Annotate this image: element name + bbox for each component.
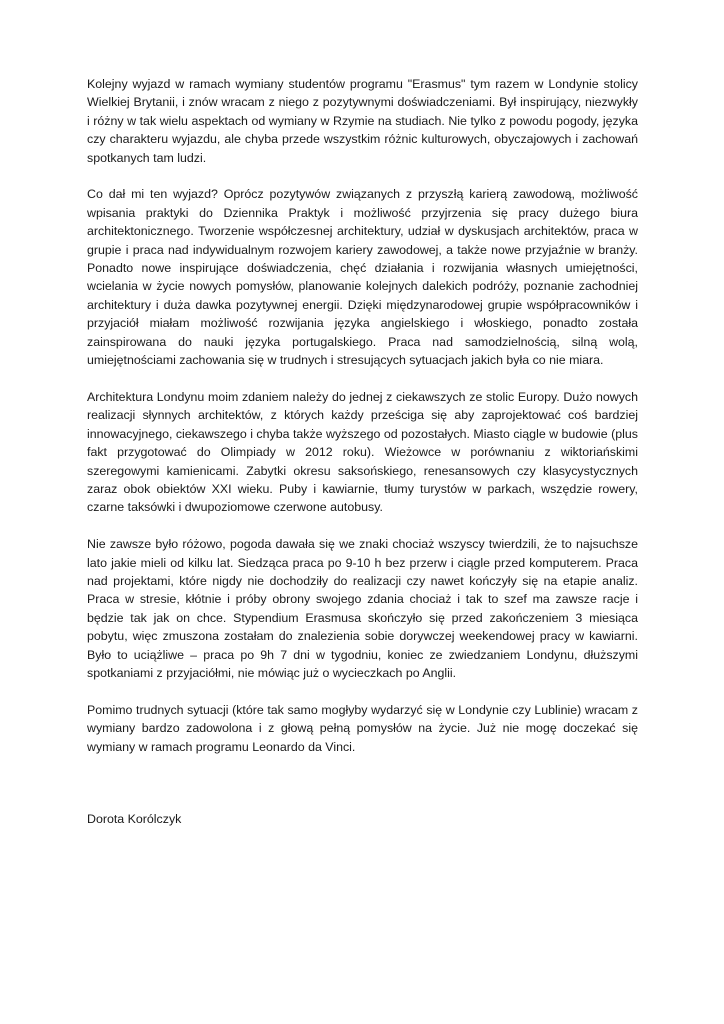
paragraph-benefits: Co dał mi ten wyjazd? Oprócz pozytywów związanych z przyszłą karierą zawodową, możliwość wpisania praktyki do Dziennika Praktyk i możliwość przyjrzenia się pracy dużego biura architektonicznego. Tworzenie współczesnej architektury, udział w dyskusjach architektów, praca w grupie i praca nad indywidualnym rozwojem kariery zawodowej, a także nowe przyjaźnie w branży. Ponadto nowe inspirujące doświadczenia, chęć działania i rozwijania własnych umiejętności, wcielania w życie nowych pomysłów, planowanie kolejnych dalekich podróży, poznanie zachodniej architektury i duża dawka pozytywnej energii. Dzięki międzynarodowej grupie współpracowników i przyjaciół miałam możliwość rozwijania języka angielskiego i włoskiego, ponadto została zainspirowana do nauki języka portugalskiego. Praca nad samodzielnością, silną wolą, umiejętnościami zachowania się w trudnych i stresujących sytuacjach jakich była co nie miara. xyxy=(87,187,638,368)
paragraph-conclusion: Pomimo trudnych sytuacji (które tak samo mogłyby wydarzyć się w Londynie czy Lublinie) wracam z wymiany bardzo zadowolona i z głową pełną pomysłów na życie. Już nie mogę doczekać się wymiany w ramach programu Leonardo da Vinci. xyxy=(87,702,638,754)
document-body xyxy=(87,75,638,847)
paragraph-intro: Kolejny wyjazd w ramach wymiany studentów programu "Erasmus" tym razem w Londynie stolicy Wielkiej Brytanii, i znów wracam z niego z pozytywnymi doświadczeniami. Był inspirujący, niezwykły i różny w tak wielu aspektach od wymiany w Rzymie na studiach. Nie tylko z powodu pogody, języka czy charakteru wyjazdu, ale chyba przede wszystkim różnic kulturowych, obyczajowych i zachowań spotkanych tam ludzi. xyxy=(87,77,638,165)
signature: Dorota Korólczyk xyxy=(87,811,182,826)
paragraph-architecture: Architektura Londynu moim zdaniem należy do jednej z ciekawszych ze stolic Europy. Dużo nowych realizacji słynnych architektów, z których każdy prześciga się aby zaprojektować coś bardziej innowacyjnego, ciekawszego i chyba także wyższego od pozostałych. Miasto ciągle w budowie (plus fakt przygotować do Olimpiady w 2012 roku). Wieżowce w porównaniu z wiktoriańskimi szeregowymi kamienicami. Zabytki okresu saksońskiego, renesansowych czy klasycystycznych zaraz obok obiektów XXI wieku. Puby i kawiarnie, tłumy turystów w parkach, wszędzie rowery, czarne taksówki i dwupoziomowe czerwone autobusy. xyxy=(87,389,638,515)
paragraph-difficulties: Nie zawsze było różowo, pogoda dawała się we znaki chociaż wszyscy twierdzili, że to najsuchsze lato jakie mieli od kilku lat. Siedząca praca po 9-10 h bez przerw i ciągle przed komputerem. Praca nad projektami, które nigdy nie dochodziły do realizacji czy nawet kończyły się na etapie analiz. Praca w stresie, kłótnie i próby obrony swojego zdania chociaż i tak to szef ma zawsze racje i będzie tak jak on chce. Stypendium Erasmusa skończyło się przed zakończeniem 3 miesiąca pobytu, więc zmuszona zostałam do znalezienia sobie dorywczej weekendowej pracy w kawiarni. Było to uciążliwe – praca po 9h 7 dni w tygodniu, koniec ze zwiedzaniem Londynu, dłuższymi spotkaniami z przyjaciółmi, nie mówiąc już o wycieczkach po Anglii. xyxy=(87,537,638,680)
